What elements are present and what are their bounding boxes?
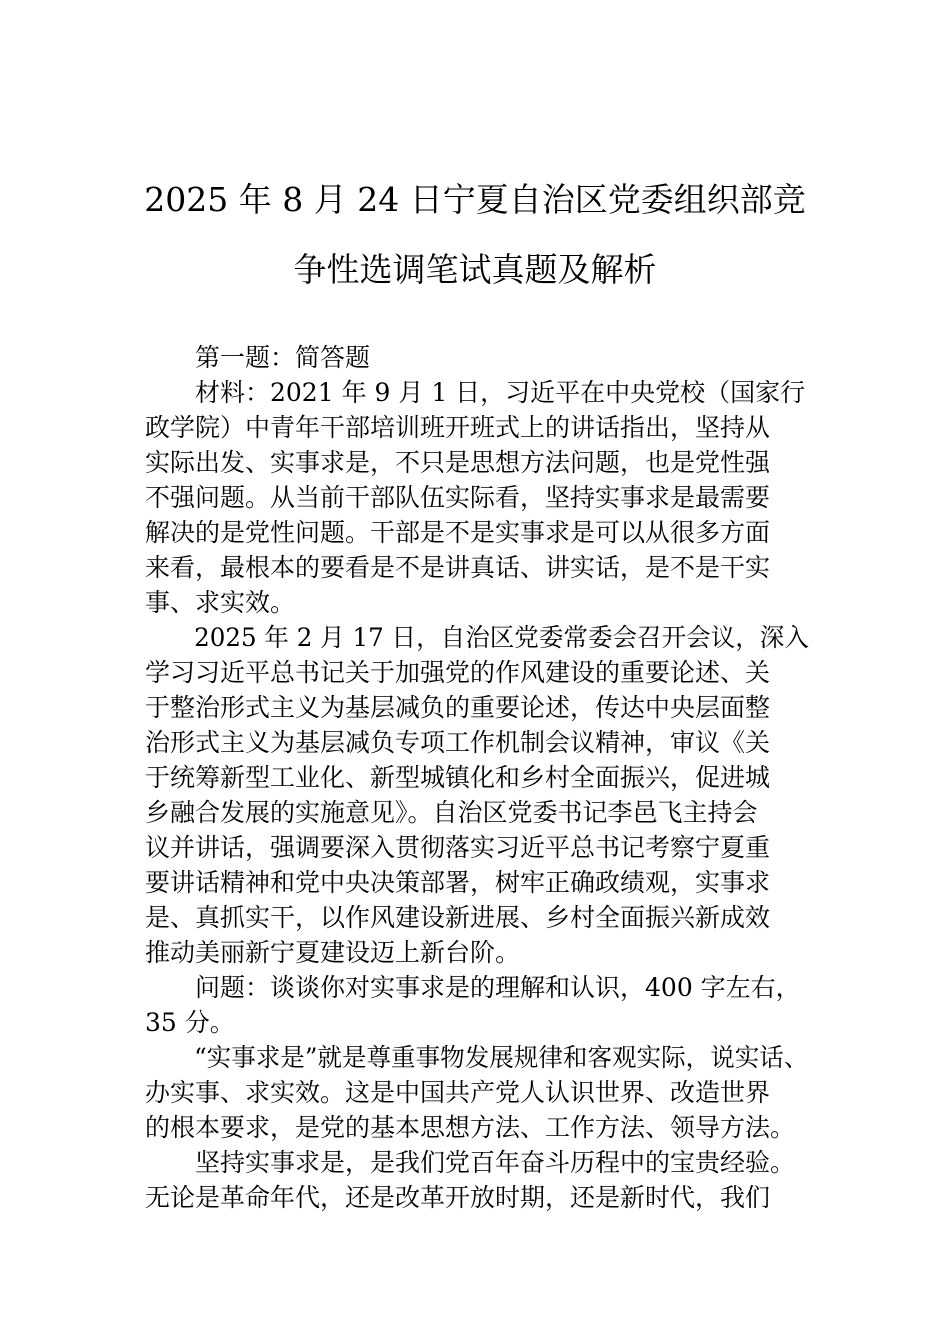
document-title-line-1: 2025 年 8 月 24 日宁夏自治区党委组织部竞 bbox=[144, 180, 806, 219]
text-line: “实事求是”就是尊重事物发展规律和客观实际，说实话、 bbox=[194, 1043, 809, 1072]
text-line: 事、求实效。 bbox=[145, 588, 296, 617]
text-line: 不强问题。从当前干部队伍实际看，坚持实事求是最需要 bbox=[145, 483, 771, 512]
document-title-line-2: 争性选调笔试真题及解析 bbox=[293, 250, 657, 289]
text-line: 无论是革命年代，还是改革开放时期，还是新时代，我们 bbox=[145, 1183, 771, 1212]
text-line: 乡融合发展的实施意见》。自治区党委书记李邑飞主持会 bbox=[145, 798, 758, 827]
text-line: 实际出发、实事求是，不只是思想方法问题，也是党性强 bbox=[145, 448, 771, 477]
text-line: 推动美丽新宁夏建设迈上新台阶。 bbox=[145, 938, 521, 967]
text-line: 材料：2021 年 9 月 1 日，习近平在中央党校（国家行 bbox=[195, 378, 806, 407]
text-line: 是、真抓实干，以作风建设新进展、乡村全面振兴新成效 bbox=[145, 903, 771, 932]
text-line: 2025 年 2 月 17 日，自治区党委常委会召开会议，深入 bbox=[194, 623, 809, 652]
text-line: 治形式主义为基层减负专项工作机制会议精神，审议《关 bbox=[145, 728, 771, 757]
text-line: 来看，最根本的要看是不是讲真话、讲实话，是不是干实 bbox=[145, 553, 771, 582]
text-line: 于统筹新型工业化、新型城镇化和乡村全面振兴，促进城 bbox=[145, 763, 771, 792]
text-line: 问题：谈谈你对实事求是的理解和认识，400 字左右， bbox=[195, 973, 801, 1002]
document-body bbox=[145, 340, 810, 1215]
text-line: 坚持实事求是，是我们党百年奋斗历程中的宝贵经验。 bbox=[195, 1148, 796, 1177]
text-line: 解决的是党性问题。干部是不是实事求是可以从很多方面 bbox=[145, 518, 771, 547]
text-line: 要讲话精神和党中央决策部署，树牢正确政绩观，实事求 bbox=[145, 868, 771, 897]
text-line: 办实事、求实效。这是中国共产党人认识世界、改造世界 bbox=[145, 1078, 771, 1107]
text-line: 第一题：简答题 bbox=[195, 343, 371, 372]
text-line: 于整治形式主义为基层减负的重要论述，传达中央层面整 bbox=[145, 693, 771, 722]
text-line: 政学院）中青年干部培训班开班式上的讲话指出，坚持从 bbox=[145, 413, 771, 442]
text-line: 学习习近平总书记关于加强党的作风建设的重要论述、关 bbox=[145, 658, 771, 687]
text-line: 议并讲话，强调要深入贯彻落实习近平总书记考察宁夏重 bbox=[145, 833, 771, 862]
text-line: 的根本要求，是党的基本思想方法、工作方法、领导方法。 bbox=[145, 1113, 796, 1142]
text-line: 35 分。 bbox=[145, 1008, 235, 1037]
